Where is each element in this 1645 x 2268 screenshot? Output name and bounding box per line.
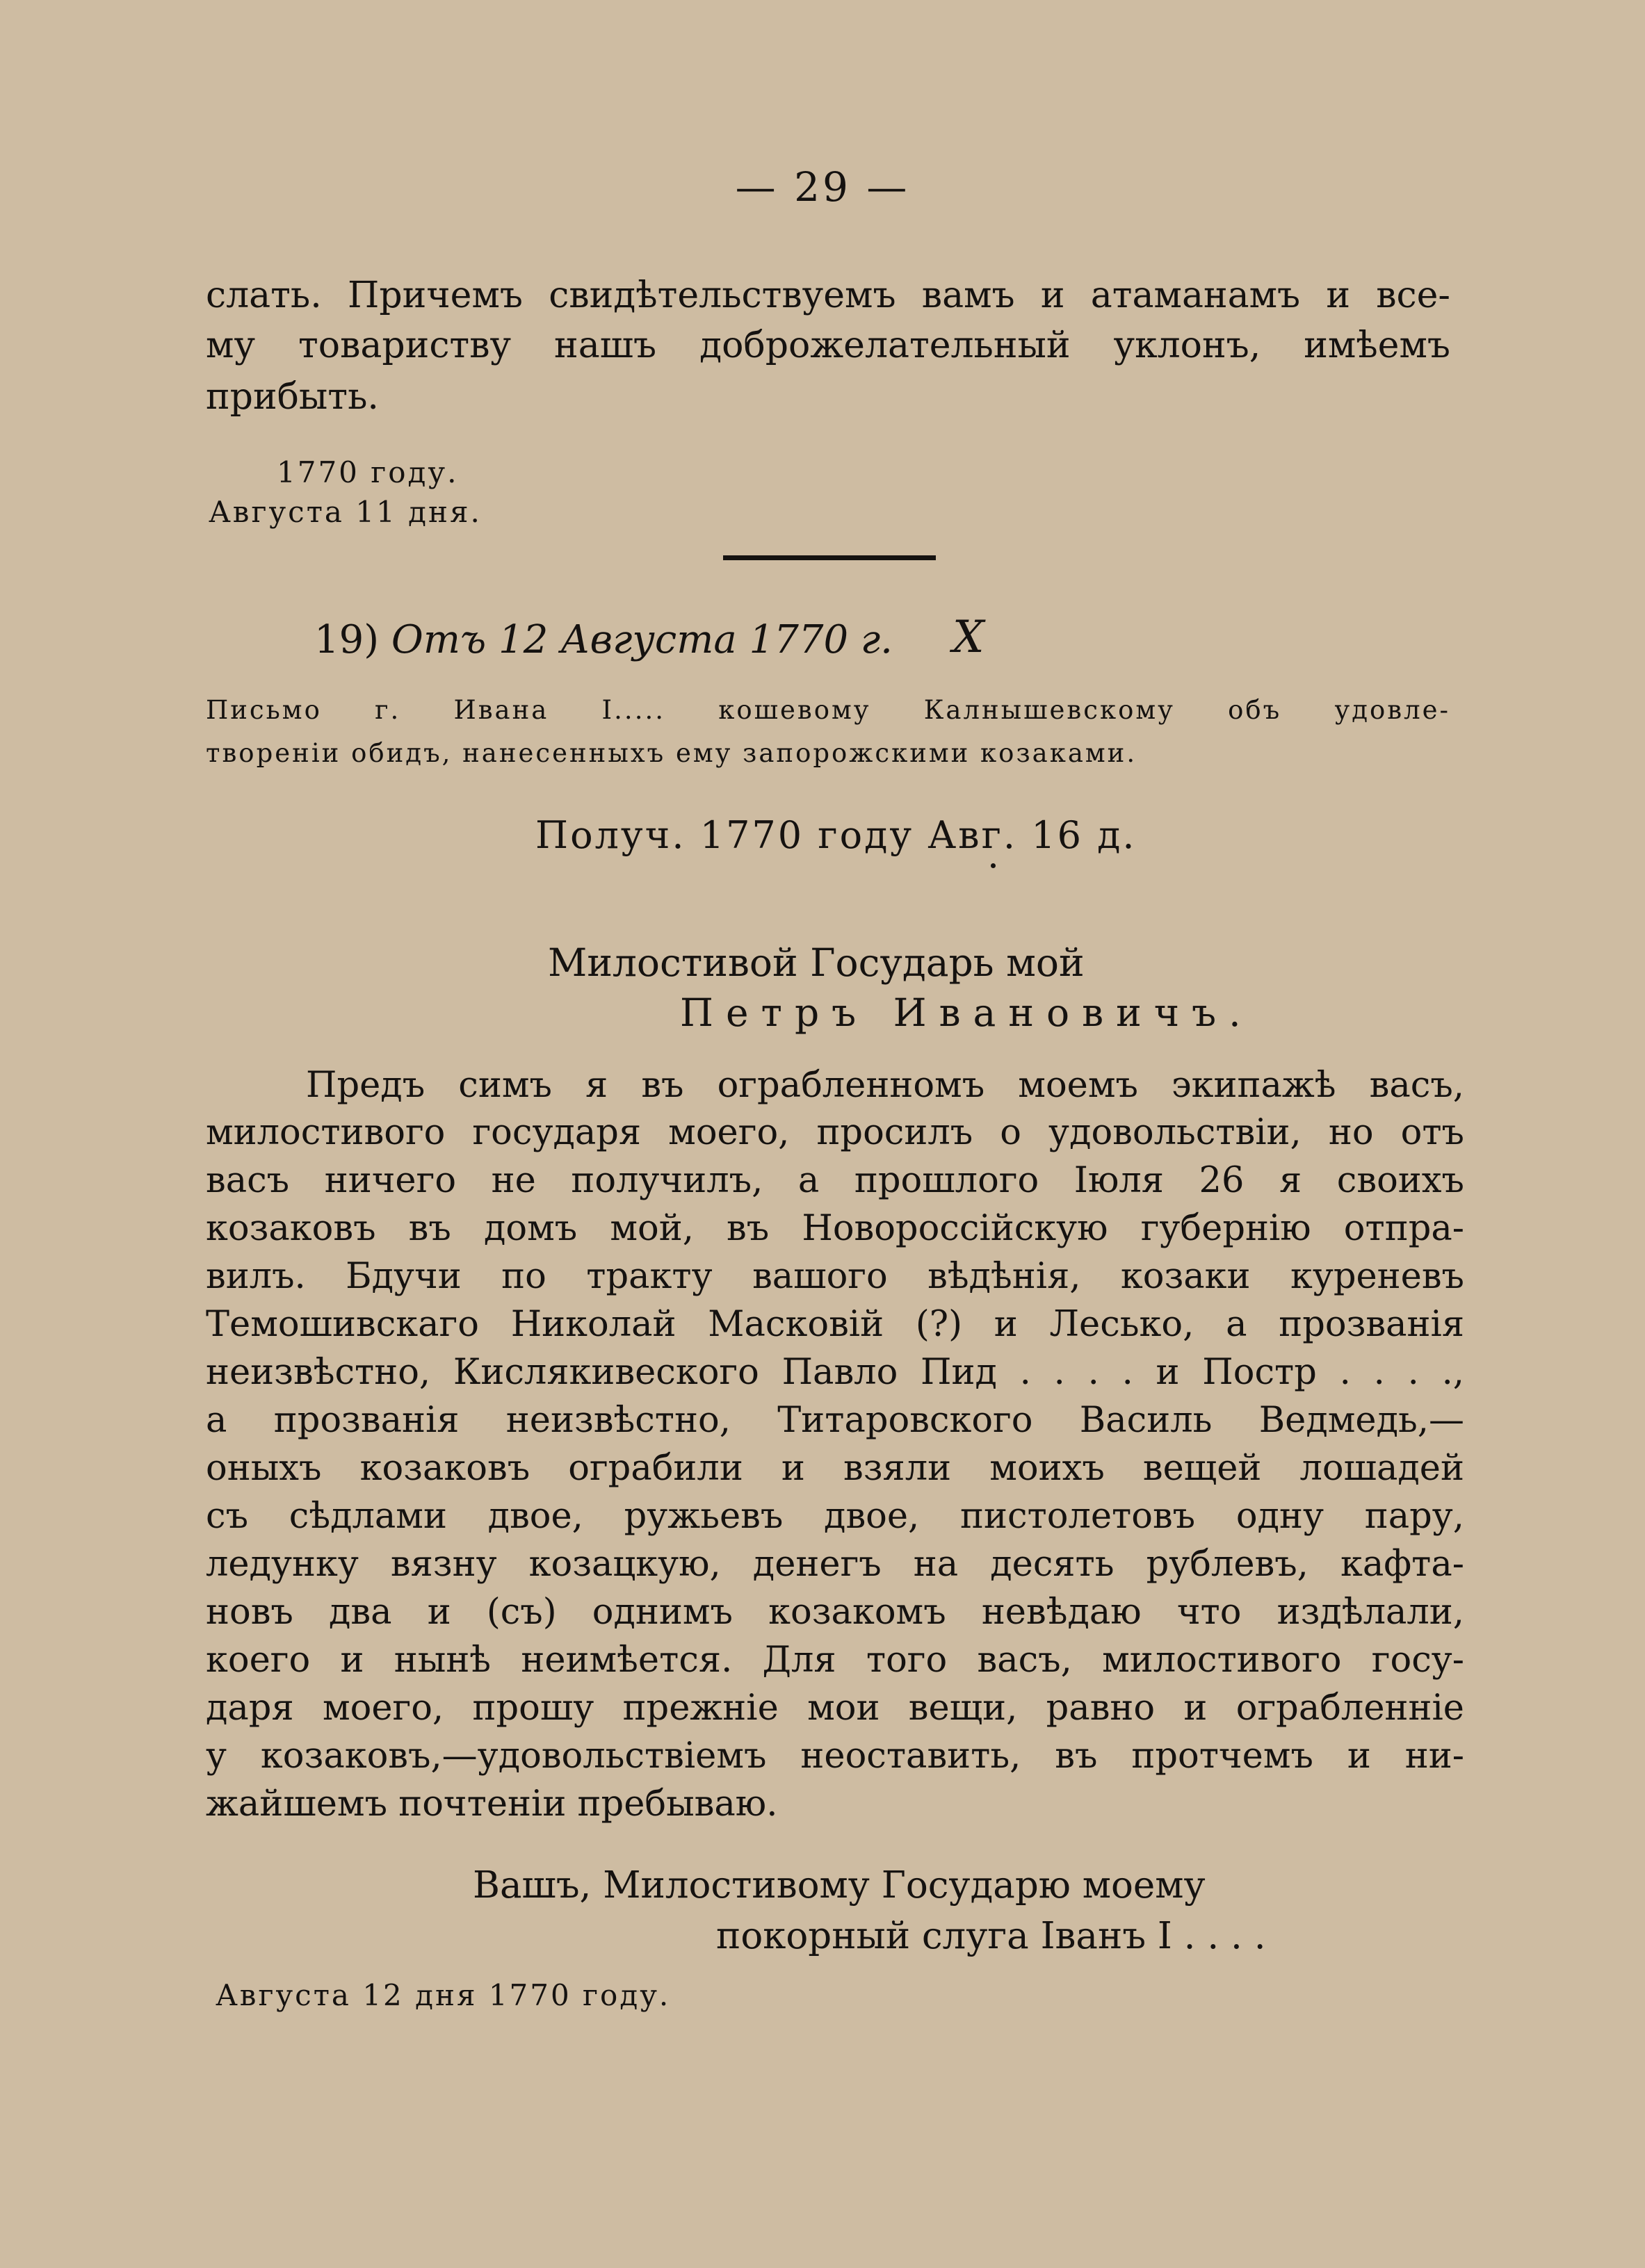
salutation-line: Милостивой Государь мой bbox=[548, 940, 1085, 985]
letter-heading-text: Отъ 12 Августа 1770 г. bbox=[391, 617, 893, 662]
letter-date: Августа 12 дня 1770 году. bbox=[216, 1978, 671, 2012]
body-line: оныхъ козаковъ ограбили и взяли моихъ вещей лошадей bbox=[206, 1448, 1464, 1489]
received-note: Получ. 1770 году Авг. 16 д. bbox=[535, 813, 1137, 857]
separator-rule bbox=[723, 555, 936, 560]
letter-number: 19) bbox=[314, 617, 380, 662]
body-line: новъ два и (съ) однимъ козакомъ невѣдаю что издѣлали, bbox=[206, 1592, 1464, 1633]
date-year: 1770 году. bbox=[277, 455, 459, 489]
summary-line: Письмо г. Ивана I..... кошевому Калнышевскому объ удовле- bbox=[206, 695, 1450, 725]
date-day: Августа 11 дня. bbox=[209, 495, 482, 529]
body-line: Предъ симъ я въ ограбленномъ моемъ экипажѣ васъ, bbox=[306, 1065, 1464, 1106]
text-line: му товариству нашъ доброжелательный уклонъ, имѣемъ bbox=[206, 325, 1450, 366]
body-line: Темошивскаго Николай Масковій (?) и Лесько, а прозванія bbox=[206, 1304, 1464, 1345]
stray-dot bbox=[991, 863, 996, 868]
body-line: коего и нынѣ неимѣется. Для того васъ, милостивого госу- bbox=[206, 1640, 1464, 1681]
body-line: козаковъ въ домъ мой, въ Новороссійскую губернію отпра- bbox=[206, 1208, 1464, 1249]
signature-line: покорный слуга Іванъ I . . . . bbox=[716, 1915, 1266, 1957]
body-line: милостивого государя моего, просилъ о удовольствіи, но отъ bbox=[206, 1112, 1464, 1153]
salutation-name: Петръ Ивановичъ. bbox=[680, 990, 1254, 1035]
body-line: ледунку вязну козацкую, денегъ на десять рублевъ, кафта- bbox=[206, 1544, 1464, 1585]
body-line: съ сѣдлами двое, ружьевъ двое, пистолетовъ одну пару, bbox=[206, 1496, 1464, 1537]
summary-line: твореніи обидъ, нанесенныхъ ему запорожскими козаками. bbox=[206, 738, 1137, 768]
body-line: жайшемъ почтеніи пребываю. bbox=[206, 1784, 778, 1825]
text-line: прибыть. bbox=[206, 376, 379, 418]
text-line: слать. Причемъ свидѣтельствуемъ вамъ и атаманамъ и все- bbox=[206, 275, 1450, 316]
closing-line: Вашъ, Милостивому Государю моему bbox=[473, 1864, 1206, 1907]
body-line: неизвѣстно, Кислякивеского Павло Пид . . . . и Постр . . . ., bbox=[206, 1352, 1464, 1393]
page-number: — 29 — bbox=[735, 163, 910, 211]
handwritten-mark: X bbox=[953, 612, 984, 663]
body-line: даря моего, прошу прежніе мои вещи, равно и ограбленніе bbox=[206, 1688, 1464, 1729]
letter-heading bbox=[314, 617, 893, 662]
body-line: у козаковъ,—удовольствіемъ неоставить, въ протчемъ и ни- bbox=[206, 1736, 1464, 1777]
body-line: вилъ. Бдучи по тракту вашого вѣдѣнія, козаки куреневъ bbox=[206, 1256, 1464, 1297]
body-line: васъ ничего не получилъ, а прошлого Іюля 26 я своихъ bbox=[206, 1160, 1464, 1201]
body-line: а прозванія неизвѣстно, Титаровского Василь Ведмедь,— bbox=[206, 1400, 1464, 1441]
